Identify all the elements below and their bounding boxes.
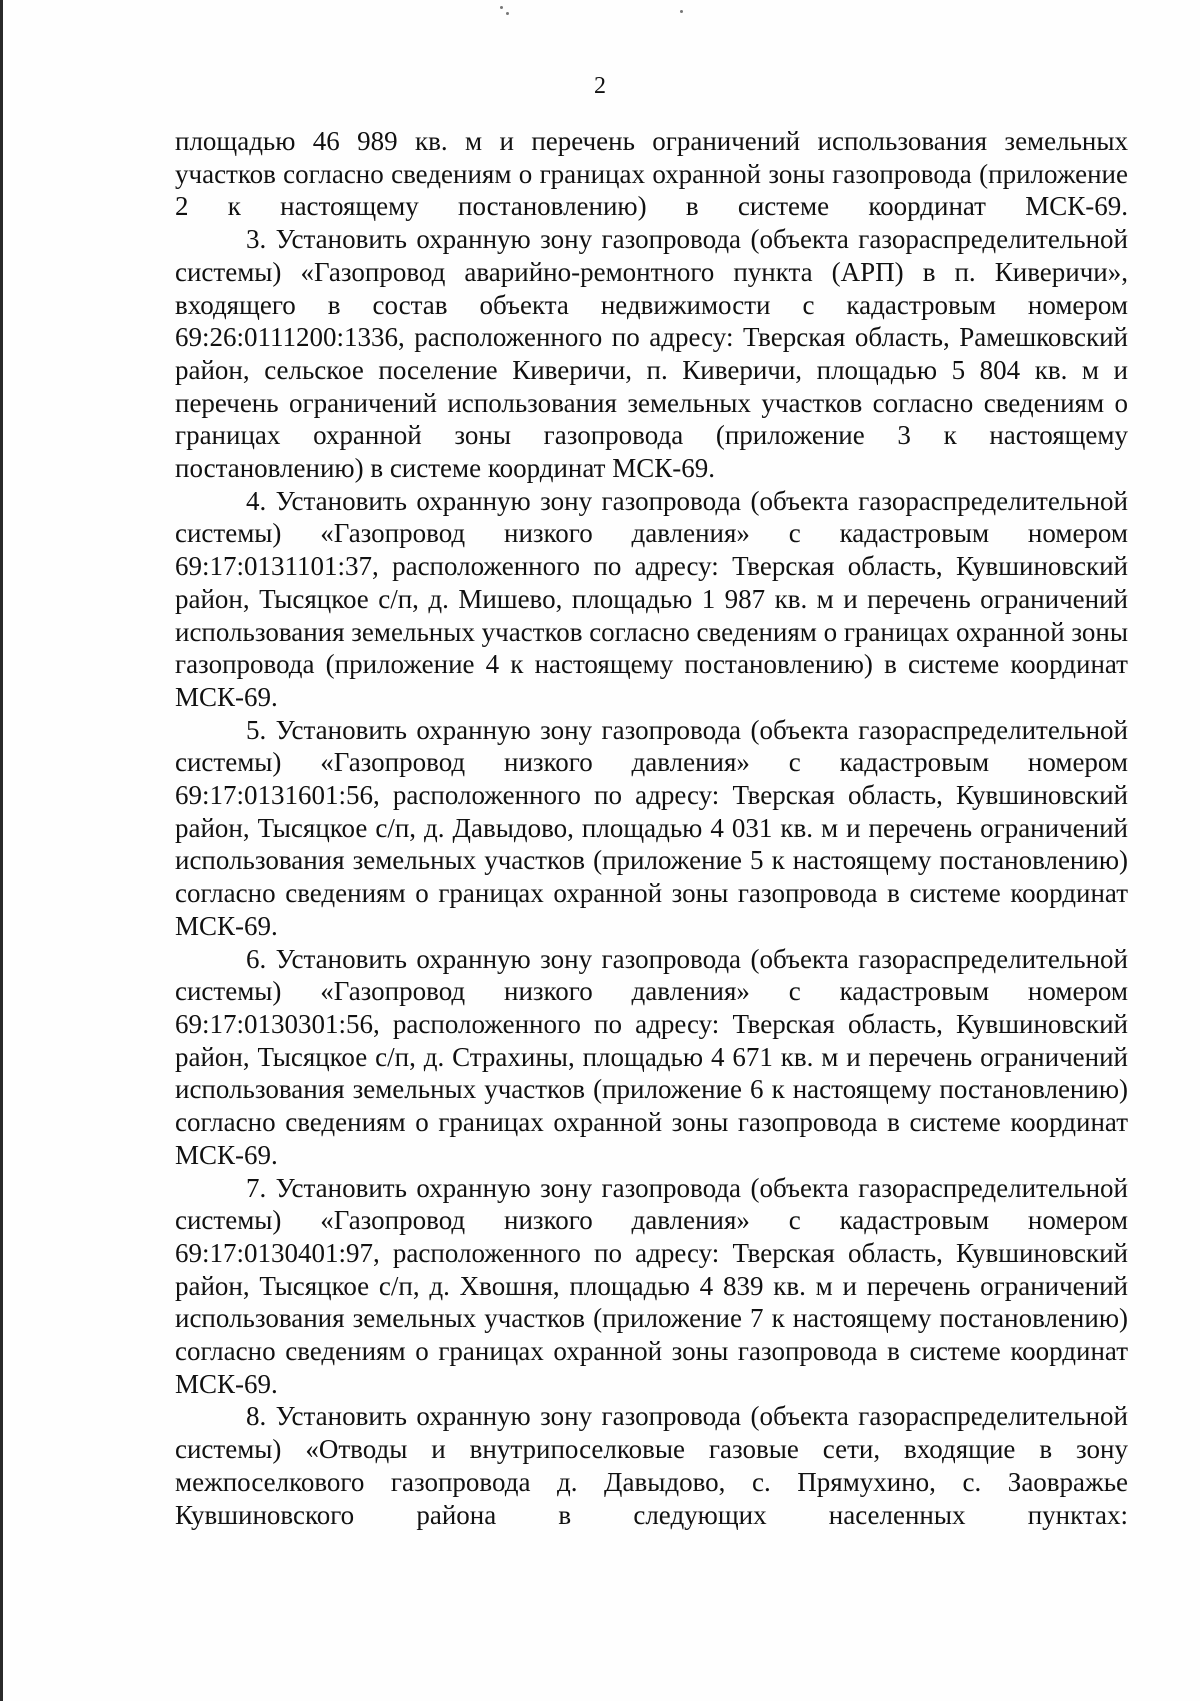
paragraph-item-6: 6. Установить охранную зону газопровода (объекта газораспределительной системы) «Газопровод низкого давления» с кадастровым номером 69:17:0130301:56, расположенного по адресу: Тверская область, Кувшиновский район, Тысяцкое с/п, д. Страхины, площадью 4 671 кв. м и перечень ограничений использования земельных участков (приложение 6 к настоящему постановлению) согласно сведениям о границах охранной зоны газопровода в системе координат МСК-69. (175, 943, 1128, 1170)
document-body (175, 125, 1128, 1531)
paragraph-item-7: 7. Установить охранную зону газопровода (объекта газораспределительной системы) «Газопровод низкого давления» с кадастровым номером 69:17:0130401:97, расположенного по адресу: Тверская область, Кувшиновский район, Тысяцкое с/п, д. Хвошня, площадью 4 839 кв. м и перечень ограничений использования земельных участков (приложение 7 к настоящему постановлению) согласно сведениям о границах охранной зоны газопровода в системе координат МСК-69. (175, 1172, 1128, 1399)
paragraph-continuation: площадью 46 989 кв. м и перечень ограничений использования земельных участков согласно сведениям о границах охранной зоны газопровода (приложение 2 к настоящему постановлению) в системе координат МСК-69. (175, 126, 1128, 222)
scan-speck (680, 10, 683, 13)
paragraph-item-8: 8. Установить охранную зону газопровода (объекта газораспределительной системы) «Отводы и внутрипоселковые газовые сети, входящие в зону межпоселкового газопровода д. Давыдово, с. Прямухино, с. Заовражье Кувшиновского района в следующих населенных пунктах: (175, 1401, 1128, 1530)
scan-speck (500, 6, 503, 9)
paragraph-item-5: 5. Установить охранную зону газопровода (объекта газораспределительной системы) «Газопровод низкого давления» с кадастровым номером 69:17:0131601:56, расположенного по адресу: Тверская область, Кувшиновский район, Тысяцкое с/п, д. Давыдово, площадью 4 031 кв. м и перечень ограничений использования земельных участков (приложение 5 к настоящему постановлению) согласно сведениям о границах охранной зоны газопровода в системе координат МСК-69. (175, 714, 1128, 941)
page-number: 2 (594, 73, 606, 99)
scan-left-edge (0, 0, 3, 1701)
paragraph-item-4: 4. Установить охранную зону газопровода (объекта газораспределительной системы) «Газопровод низкого давления» с кадастровым номером 69:17:0131101:37, расположенного по адресу: Тверская область, Кувшиновский район, Тысяцкое с/п, д. Мишево, площадью 1 987 кв. м и перечень ограничений использования земельных участков согласно сведениям о границах охранной зоны газопровода (приложение 4 к настоящему постановлению) в системе координат МСК-69. (175, 485, 1129, 712)
scan-speck (506, 12, 509, 15)
paragraph-item-3: 3. Установить охранную зону газопровода (объекта газораспределительной системы) «Газопровод аварийно-ремонтного пункта (АРП) в п. Киверичи», входящего в состав объекта недвижимости с кадастровым номером 69:26:0111200:1336, расположенного по адресу: Тверская область, Рамешковский район, сельское поселение Киверичи, п. Киверичи, площадью 5 804 кв. м и перечень ограничений использования земельных участков согласно сведениям о границах охранной зоны газопровода (приложение 3 к настоящему постановлению) в системе координат МСК-69. (175, 224, 1128, 484)
